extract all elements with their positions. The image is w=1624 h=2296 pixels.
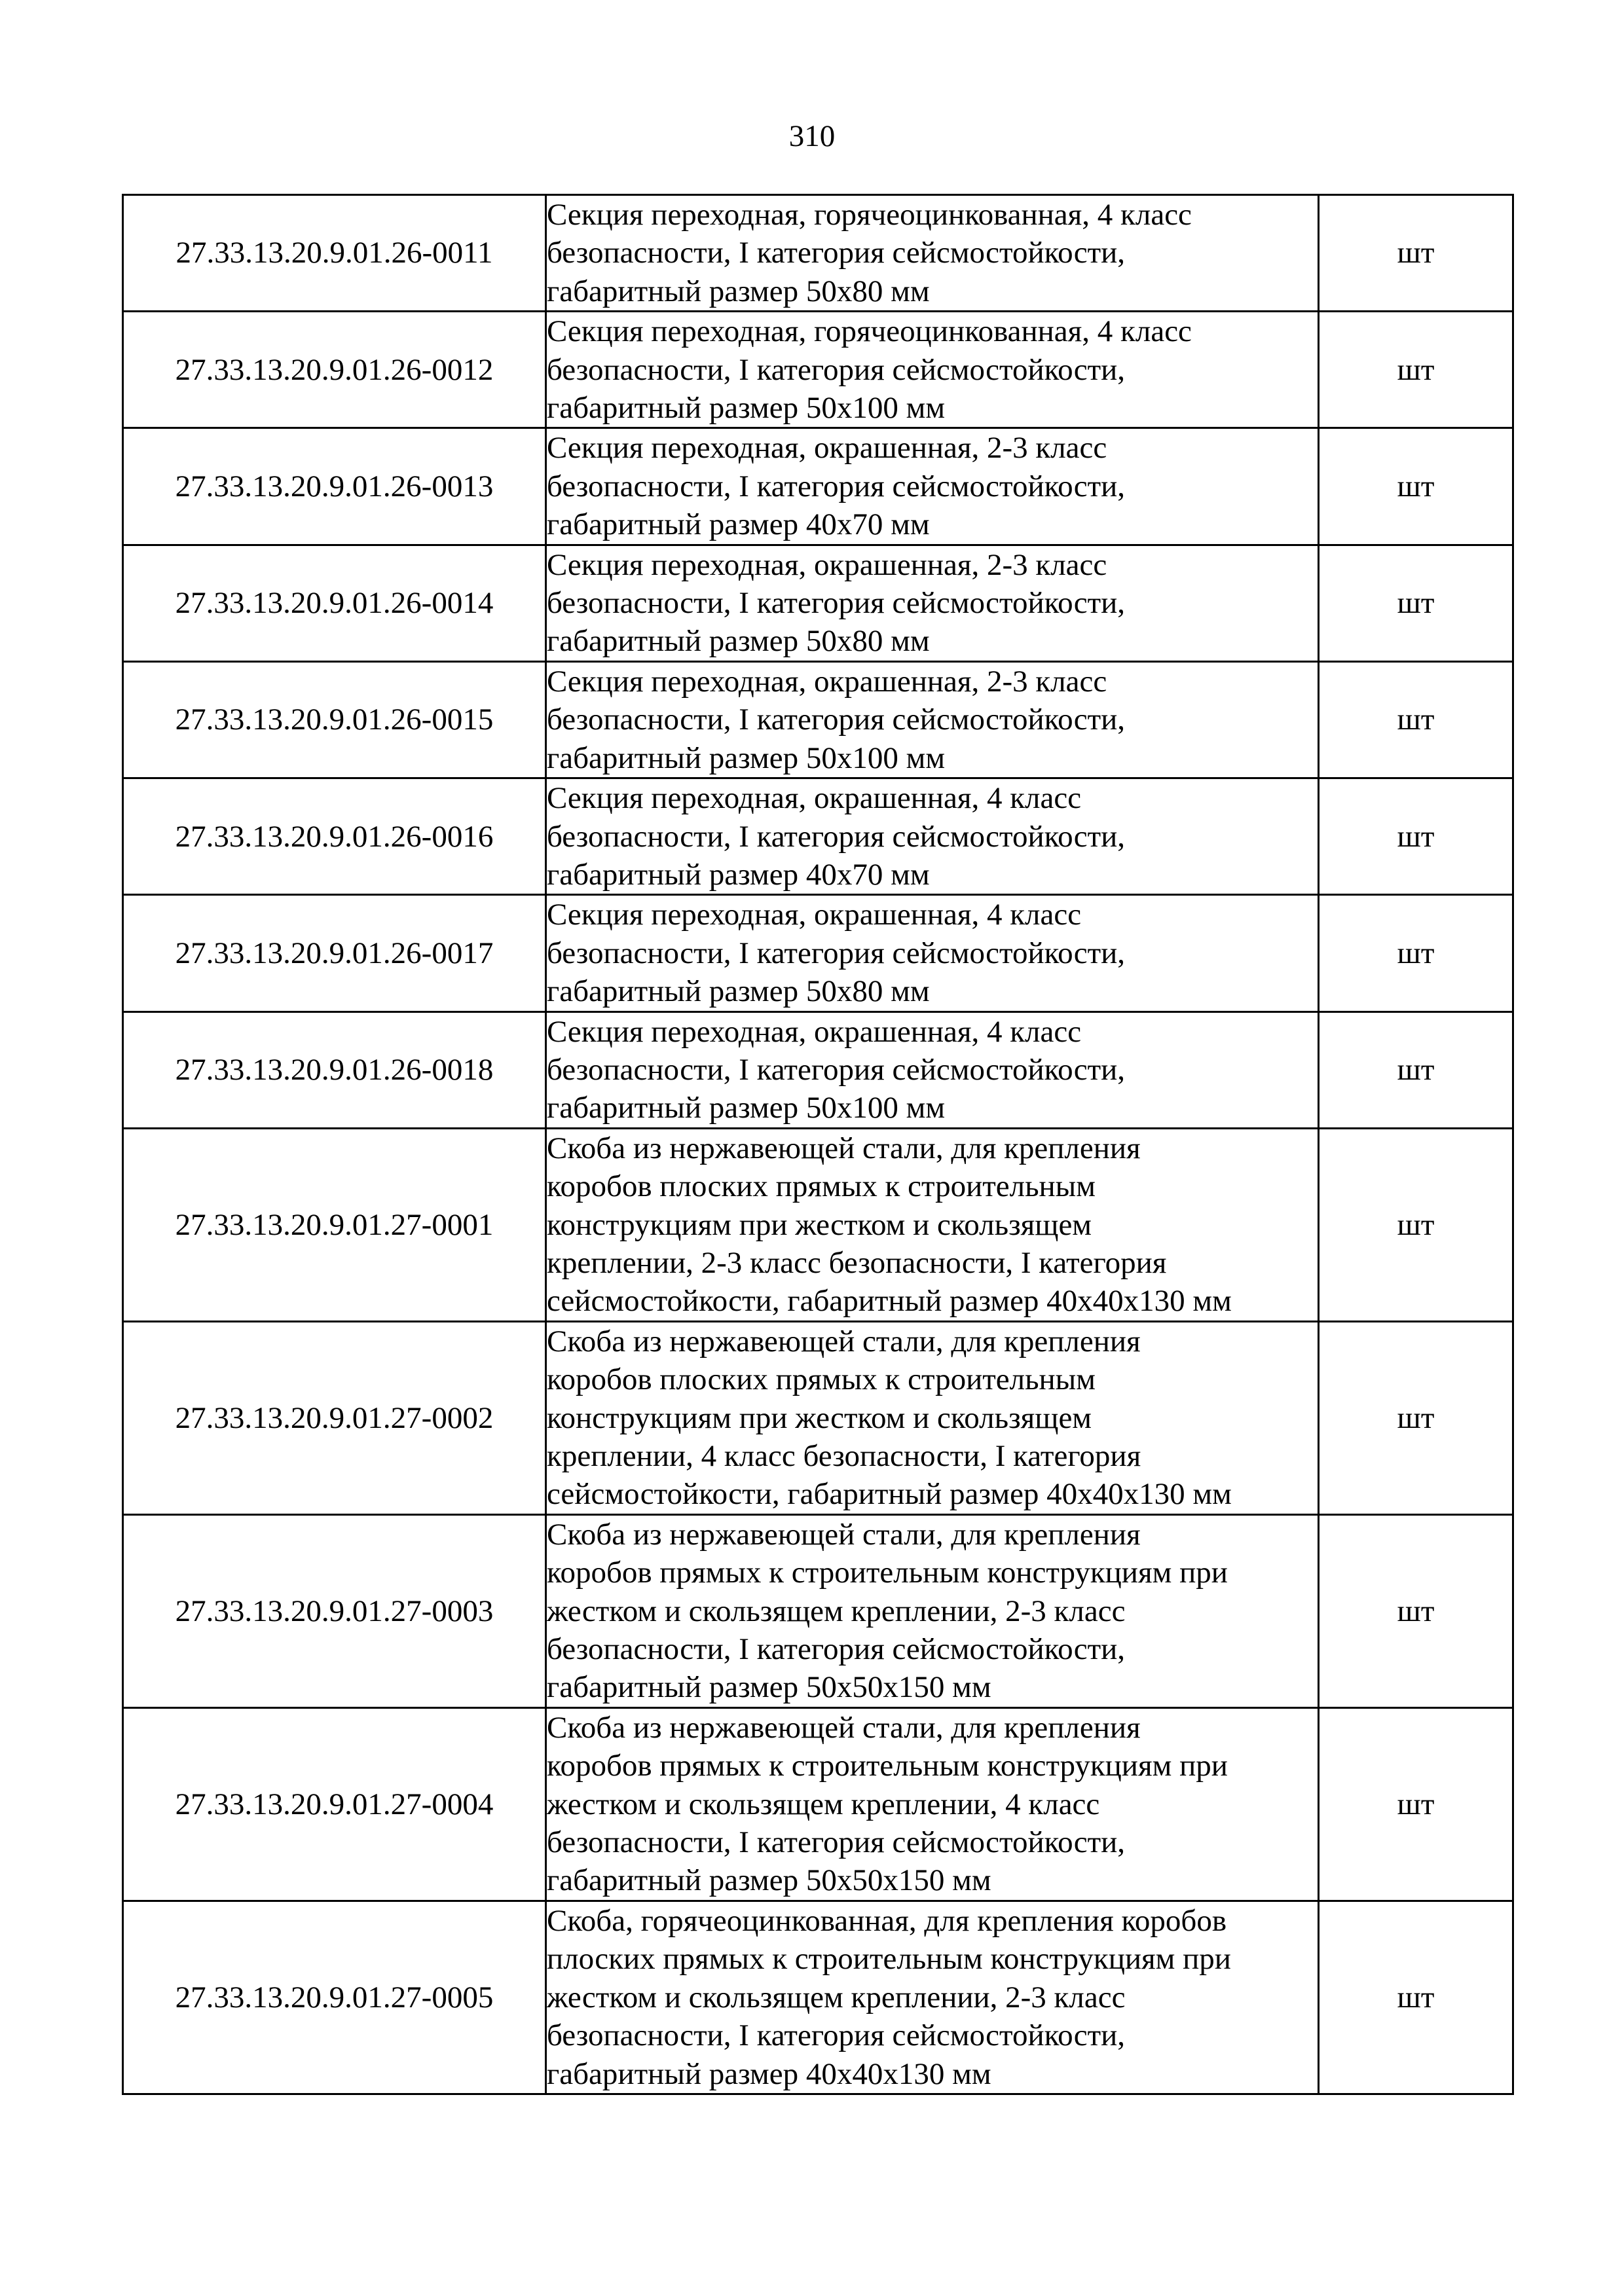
description-line: габаритный размер 50х50х150 мм (547, 1863, 991, 1898)
description-line: жестком и скользящем креплении, 4 класс (547, 1787, 1100, 1821)
resource-description-cell (546, 428, 1319, 545)
description-line: безопасности, I категория сейсмостойкости, (547, 702, 1126, 737)
description-line: сейсмостойкости, габаритный размер 40х40х130 мм (547, 1477, 1232, 1512)
description-line: габаритный размер 50х80 мм (547, 974, 930, 1009)
description-line: плоских прямых к строительным конструкциям при (547, 1942, 1231, 1977)
unit-cell: шт (1319, 1901, 1513, 2094)
table-row (123, 312, 1513, 428)
resource-code-cell: 27.33.13.20.9.01.27-0003 (123, 1514, 546, 1707)
description-line: габаритный размер 40х40х130 мм (547, 2056, 991, 2091)
resource-code-cell: 27.33.13.20.9.01.26-0015 (123, 661, 546, 778)
resource-code-cell: 27.33.13.20.9.01.27-0002 (123, 1321, 546, 1514)
description-line: Секция переходная, окрашенная, 2-3 класс (547, 664, 1107, 699)
table-row (123, 545, 1513, 661)
description-line: коробов плоских прямых к строительным (547, 1169, 1096, 1204)
description-line: безопасности, I категория сейсмостойкости, (547, 1825, 1126, 1860)
table-row (123, 195, 1513, 312)
description-line: габаритный размер 50х100 мм (547, 1091, 946, 1125)
resource-description-cell (546, 778, 1319, 895)
description-line: габаритный размер 50х100 мм (547, 391, 946, 426)
description-line: Скоба, горячеоцинкованная, для крепления коробов (547, 1903, 1227, 1938)
resource-code-cell: 27.33.13.20.9.01.27-0005 (123, 1901, 546, 2094)
resource-description-cell (546, 1514, 1319, 1707)
description-line: габаритный размер 50х80 мм (547, 624, 930, 659)
table-row (123, 1321, 1513, 1514)
description-line: безопасности, I категория сейсмостойкости, (547, 586, 1126, 621)
resource-table (122, 194, 1514, 2095)
description-line: Секция переходная, окрашенная, 2-3 класс (547, 431, 1107, 465)
description-line: креплении, 4 класс безопасности, I категория (547, 1439, 1141, 1473)
description-line: габаритный размер 50х50х150 мм (547, 1670, 991, 1705)
unit-cell: шт (1319, 312, 1513, 428)
unit-cell: шт (1319, 778, 1513, 895)
description-line: Секция переходная, окрашенная, 4 класс (547, 1014, 1082, 1049)
description-line: Скоба из нержавеющей стали, для крепления (547, 1131, 1141, 1165)
description-line: коробов плоских прямых к строительным (547, 1362, 1096, 1397)
description-line: габаритный размер 50х80 мм (547, 274, 930, 308)
table-row (123, 1707, 1513, 1901)
description-line: безопасности, I категория сейсмостойкости, (547, 819, 1126, 854)
description-line: жестком и скользящем креплении, 2-3 класс (547, 1980, 1126, 2014)
resource-code-cell: 27.33.13.20.9.01.26-0016 (123, 778, 546, 895)
unit-cell: шт (1319, 545, 1513, 661)
resource-description-cell (546, 895, 1319, 1011)
resource-code-cell: 27.33.13.20.9.01.26-0017 (123, 895, 546, 1011)
unit-cell: шт (1319, 1707, 1513, 1901)
description-line: конструкциям при жестком и скользящем (547, 1207, 1092, 1242)
resource-code-cell: 27.33.13.20.9.01.26-0014 (123, 545, 546, 661)
unit-cell: шт (1319, 661, 1513, 778)
resource-description-cell (546, 1321, 1319, 1514)
description-line: габаритный размер 40х70 мм (547, 857, 930, 892)
resource-description-cell (546, 1901, 1319, 2094)
resource-description-cell (546, 1011, 1319, 1128)
description-line: коробов прямых к строительным конструкциям при (547, 1749, 1228, 1783)
resource-description-cell (546, 195, 1319, 312)
unit-cell: шт (1319, 195, 1513, 312)
resource-code-cell: 27.33.13.20.9.01.27-0001 (123, 1128, 546, 1321)
table-row (123, 1011, 1513, 1128)
table-row (123, 428, 1513, 545)
description-line: безопасности, I категория сейсмостойкости, (547, 469, 1126, 503)
resource-description-cell (546, 545, 1319, 661)
unit-cell: шт (1319, 1321, 1513, 1514)
resource-description-cell (546, 661, 1319, 778)
description-line: Скоба из нержавеющей стали, для крепления (547, 1710, 1141, 1745)
resource-code-cell: 27.33.13.20.9.01.26-0013 (123, 428, 546, 545)
table-row (123, 1901, 1513, 2094)
table-body (123, 195, 1513, 2094)
table-row (123, 1514, 1513, 1707)
description-line: Секция переходная, горячеоцинкованная, 4 класс (547, 198, 1192, 232)
resource-code-cell: 27.33.13.20.9.01.26-0018 (123, 1011, 546, 1128)
table-row (123, 895, 1513, 1011)
description-line: безопасности, I категория сейсмостойкости, (547, 352, 1126, 387)
resource-description-cell (546, 312, 1319, 428)
resource-description-cell (546, 1128, 1319, 1321)
description-line: жестком и скользящем креплении, 2-3 класс (547, 1594, 1126, 1628)
table-row (123, 1128, 1513, 1321)
description-line: безопасности, I категория сейсмостойкости, (547, 1632, 1126, 1667)
description-line: Секция переходная, окрашенная, 4 класс (547, 781, 1082, 816)
description-line: Секция переходная, окрашенная, 2-3 класс (547, 547, 1107, 582)
unit-cell: шт (1319, 1128, 1513, 1321)
description-line: коробов прямых к строительным конструкциям при (547, 1556, 1228, 1590)
description-line: креплении, 2-3 класс безопасности, I категория (547, 1245, 1167, 1280)
description-line: безопасности, I категория сейсмостойкости, (547, 236, 1126, 270)
unit-cell: шт (1319, 428, 1513, 545)
description-line: безопасности, I категория сейсмостойкости, (547, 2018, 1126, 2053)
description-line: Секция переходная, окрашенная, 4 класс (547, 898, 1082, 932)
resource-code-cell: 27.33.13.20.9.01.27-0004 (123, 1707, 546, 1901)
description-line: сейсмостойкости, габаритный размер 40х40х130 мм (547, 1284, 1232, 1319)
resource-description-cell (546, 1707, 1319, 1901)
description-line: Скоба из нержавеющей стали, для крепления (547, 1324, 1141, 1358)
resource-code-cell: 27.33.13.20.9.01.26-0012 (123, 312, 546, 428)
unit-cell: шт (1319, 895, 1513, 1011)
description-line: Секция переходная, горячеоцинкованная, 4 класс (547, 314, 1192, 349)
page-number: 310 (788, 119, 836, 153)
resource-code-cell: 27.33.13.20.9.01.26-0011 (123, 195, 546, 312)
table-row (123, 661, 1513, 778)
unit-cell: шт (1319, 1514, 1513, 1707)
description-line: безопасности, I категория сейсмостойкости, (547, 1052, 1126, 1087)
description-line: габаритный размер 50х100 мм (547, 740, 946, 775)
description-line: Скоба из нержавеющей стали, для крепления (547, 1517, 1141, 1552)
unit-cell: шт (1319, 1011, 1513, 1128)
description-line: безопасности, I категория сейсмостойкости, (547, 936, 1126, 970)
table-row (123, 778, 1513, 895)
description-line: габаритный размер 40х70 мм (547, 507, 930, 542)
description-line: конструкциям при жестком и скользящем (547, 1400, 1092, 1435)
